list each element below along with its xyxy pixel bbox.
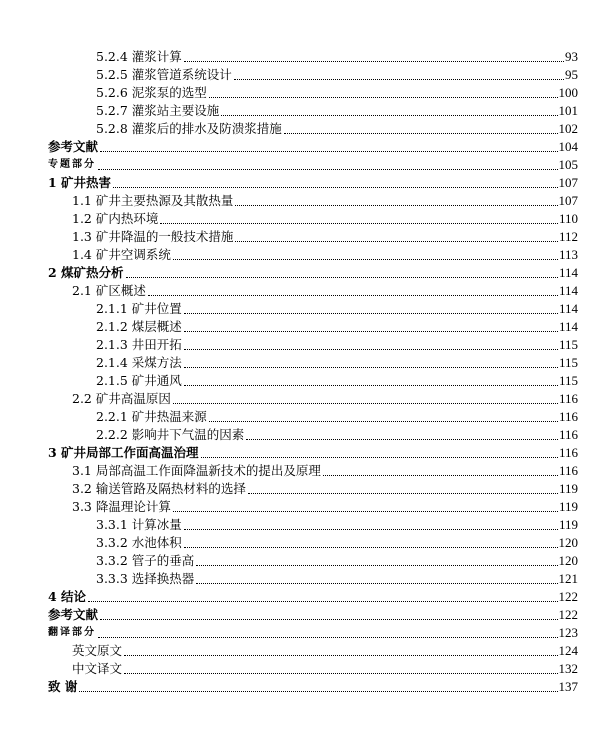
toc-entry[interactable] <box>96 300 578 318</box>
dot-leader <box>196 583 557 584</box>
toc-entry-page: 114 <box>558 319 578 334</box>
toc-entry-page: 123 <box>558 625 578 640</box>
dot-leader <box>221 115 557 116</box>
toc-entry-title: 3.3 降温理论计算 <box>72 499 171 514</box>
dot-leader <box>248 493 558 494</box>
toc-entry-page: 121 <box>558 571 578 586</box>
toc-entry-title: 3.1 局部高温工作面降温新技术的提出及原理 <box>72 463 321 478</box>
toc-entry-page: 116 <box>558 445 578 460</box>
toc-entry-title: 1.1 矿井主要热源及其散热量 <box>72 193 234 208</box>
toc-entry-page: 114 <box>558 265 578 280</box>
toc-entry-title: 2.1 矿区概述 <box>72 283 146 298</box>
dot-leader <box>124 673 557 674</box>
toc-entry[interactable] <box>96 372 578 390</box>
dot-leader <box>173 511 558 512</box>
toc-entry-title: 致 谢 <box>48 679 78 694</box>
toc-entry-page: 114 <box>558 301 578 316</box>
toc-entry-page: 114 <box>558 283 578 298</box>
toc-entry[interactable] <box>72 228 578 246</box>
dot-leader <box>79 691 557 692</box>
toc-entry-page: 105 <box>558 157 578 172</box>
toc-entry-page: 110 <box>558 211 578 226</box>
toc-entry[interactable] <box>72 282 578 300</box>
toc-entry-title: 2.1.5 矿井通风 <box>96 373 182 388</box>
dot-leader <box>209 97 558 98</box>
dot-leader <box>235 205 557 206</box>
toc-entry-title: 5.2.8 灌浆后的排水及防溃浆措施 <box>96 121 282 136</box>
toc-entry-page: 93 <box>565 49 578 64</box>
dot-leader <box>234 79 564 80</box>
toc-entry-page: 116 <box>558 409 578 424</box>
toc-entry-page: 101 <box>558 103 578 118</box>
toc-entry-title: 专题部分 <box>48 159 96 170</box>
toc-entry-title: 2.1.2 煤层概述 <box>96 319 182 334</box>
toc-entry-title: 5.2.4 灌浆计算 <box>96 49 182 64</box>
dot-leader <box>201 457 558 458</box>
toc-entry-title: 4 结论 <box>48 589 87 604</box>
toc-entry-title: 5.2.7 灌浆站主要设施 <box>96 103 220 118</box>
dot-leader <box>124 655 557 656</box>
toc-entry[interactable] <box>72 390 578 408</box>
toc-entry-page: 119 <box>558 517 578 532</box>
toc-entry-title: 2.2.1 矿井热温来源 <box>96 409 207 424</box>
toc-entry-page: 100 <box>558 85 578 100</box>
dot-leader <box>160 223 558 224</box>
dot-leader <box>184 61 564 62</box>
toc-entry-title: 1.3 矿井降温的一般技术措施 <box>72 229 234 244</box>
dot-leader <box>98 169 558 170</box>
toc-entry-title: 3 矿井局部工作面高温治理 <box>48 445 199 460</box>
dot-leader <box>113 187 557 188</box>
toc-entry-title: 2.2 矿井高温原因 <box>72 391 171 406</box>
toc-entry[interactable] <box>48 606 578 624</box>
dot-leader <box>323 475 558 476</box>
dot-leader <box>173 259 558 260</box>
toc-entry-page: 116 <box>558 427 578 442</box>
toc-entry-page: 120 <box>558 553 578 568</box>
toc-entry[interactable] <box>72 660 578 678</box>
toc-entry-page: 113 <box>558 247 578 262</box>
toc-entry[interactable] <box>96 516 578 534</box>
toc-entry-page: 124 <box>558 643 578 658</box>
toc-entry-page: 115 <box>558 337 578 352</box>
toc-entry-title: 3.3.2 水池体积 <box>96 535 182 550</box>
dot-leader <box>184 367 558 368</box>
toc-entry-page: 107 <box>558 175 578 190</box>
dot-leader <box>209 421 558 422</box>
toc-entry-title: 3.3.1 计算冰量 <box>96 517 182 532</box>
toc-entry-title: 5.2.5 灌浆管道系统设计 <box>96 67 232 82</box>
toc-entry[interactable] <box>96 552 578 570</box>
toc-entry-title: 2.1.4 采煤方法 <box>96 355 182 370</box>
dot-leader <box>184 385 558 386</box>
toc-entry-page: 116 <box>558 463 578 478</box>
toc-entry-title: 翻译部分 <box>48 627 96 638</box>
toc-entry[interactable] <box>96 426 578 444</box>
toc-entry[interactable] <box>48 174 578 192</box>
dot-leader <box>184 529 558 530</box>
dot-leader <box>196 565 557 566</box>
toc-entry-page: 137 <box>558 679 578 694</box>
dot-leader <box>284 133 558 134</box>
toc-entry-title: 3.3.2 管子的垂高 <box>96 553 195 568</box>
toc-entry-title: 2.2.2 影响井下气温的因素 <box>96 427 245 442</box>
dot-leader <box>184 313 558 314</box>
toc-entry-title: 2.1.1 矿井位置 <box>96 301 182 316</box>
toc-entry[interactable] <box>48 444 578 462</box>
toc-entry[interactable] <box>96 84 578 102</box>
dot-leader <box>100 619 557 620</box>
toc-entry-page: 102 <box>558 121 578 136</box>
toc-entry-page: 120 <box>558 535 578 550</box>
toc-entry[interactable] <box>48 156 578 174</box>
toc-entry[interactable] <box>72 480 578 498</box>
dot-leader <box>184 349 558 350</box>
toc-entry-page: 95 <box>565 67 578 82</box>
toc-entry[interactable] <box>48 264 578 282</box>
toc-entry-page: 122 <box>558 607 578 622</box>
toc-entry-title: 1.4 矿井空调系统 <box>72 247 171 262</box>
toc-entry[interactable] <box>96 408 578 426</box>
dot-leader <box>184 547 558 548</box>
toc-entry[interactable] <box>72 210 578 228</box>
toc-entry[interactable] <box>72 642 578 660</box>
toc-entry-page: 115 <box>558 373 578 388</box>
toc-entry[interactable] <box>48 588 578 606</box>
toc-entry[interactable] <box>48 678 578 696</box>
toc-entry-title: 参考文献 <box>48 139 99 154</box>
toc-entry-page: 107 <box>558 193 578 208</box>
dot-leader <box>173 403 558 404</box>
toc-entry-title: 参考文献 <box>48 607 99 622</box>
toc-entry[interactable] <box>96 48 578 66</box>
toc-entry-page: 115 <box>558 355 578 370</box>
toc-entry[interactable] <box>96 120 578 138</box>
toc-entry-page: 104 <box>558 139 578 154</box>
toc-entry-page: 112 <box>558 229 578 244</box>
toc-entry-title: 2 煤矿热分析 <box>48 265 124 280</box>
toc-entry[interactable] <box>96 534 578 552</box>
toc-entry-title: 1 矿井热害 <box>48 175 112 190</box>
toc-entry[interactable] <box>96 102 578 120</box>
toc-entry-page: 122 <box>558 589 578 604</box>
dot-leader <box>88 601 557 602</box>
toc-entry-title: 3.3.3 选择换热器 <box>96 571 195 586</box>
dot-leader <box>100 151 557 152</box>
toc-entry[interactable] <box>96 354 578 372</box>
toc-entry-title: 2.1.3 井田开拓 <box>96 337 182 352</box>
toc-entry[interactable] <box>96 66 578 84</box>
toc-entry-page: 119 <box>558 499 578 514</box>
toc-entry[interactable] <box>72 192 578 210</box>
dot-leader <box>148 295 558 296</box>
toc-entry[interactable] <box>96 336 578 354</box>
toc-entry-page: 116 <box>558 391 578 406</box>
toc-entry-title: 3.2 输送管路及隔热材料的选择 <box>72 481 246 496</box>
toc-entry[interactable] <box>72 498 578 516</box>
toc-entry[interactable] <box>72 246 578 264</box>
toc-entry-title: 5.2.6 泥浆泵的选型 <box>96 85 207 100</box>
toc-entry-title: 英文原文 <box>72 643 123 658</box>
toc-entry-title: 中文译文 <box>72 661 123 676</box>
toc-entry-page: 119 <box>558 481 578 496</box>
toc-entry-title: 1.2 矿内热环境 <box>72 211 159 226</box>
toc-entry-page: 132 <box>558 661 578 676</box>
dot-leader <box>184 331 558 332</box>
toc-entry[interactable] <box>48 138 578 156</box>
dot-leader <box>98 637 558 638</box>
dot-leader <box>126 277 558 278</box>
toc-entry[interactable] <box>96 318 578 336</box>
toc-entry[interactable] <box>72 462 578 480</box>
toc-entry[interactable] <box>48 624 578 642</box>
dot-leader <box>235 241 558 242</box>
toc-entry[interactable] <box>96 570 578 588</box>
dot-leader <box>246 439 558 440</box>
